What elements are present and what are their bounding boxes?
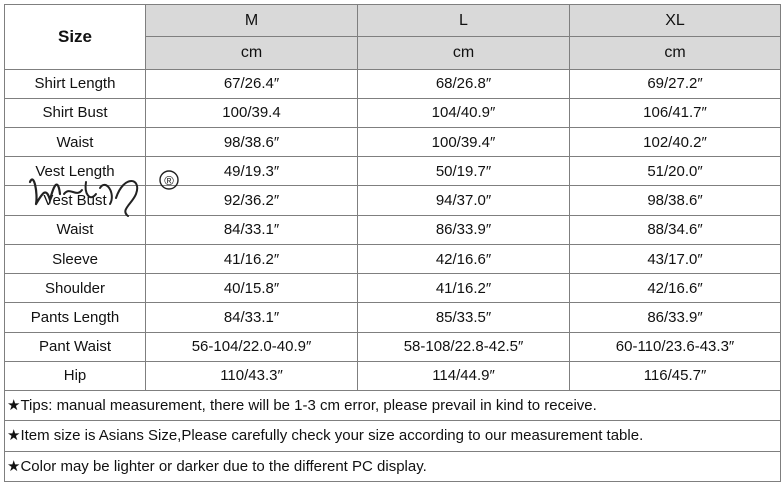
note-row [5,391,781,421]
measurement-value: 50/19.7″ [358,157,570,186]
measurement-value: 42/16.6″ [358,244,570,273]
measurement-value: 86/33.9″ [570,303,781,332]
measurement-value: 116/45.7″ [570,361,781,390]
note-text: ★Item size is Asians Size,Please carefully check your size according to our measurement table. [5,421,781,451]
measurement-value: 100/39.4 [146,98,358,127]
table-row [5,361,781,390]
table-row [5,215,781,244]
measurement-label: Waist [5,128,146,157]
table-row [5,274,781,303]
measurement-label: Waist [5,215,146,244]
measurement-value: 98/38.6″ [146,128,358,157]
measurement-value: 42/16.6″ [570,274,781,303]
measurement-value: 41/16.2″ [146,244,358,273]
measurement-value: 56-104/22.0-40.9″ [146,332,358,361]
size-column-header-xl: XL [570,5,781,37]
note-row [5,421,781,451]
table-row [5,157,781,186]
measurement-value: 58-108/22.8-42.5″ [358,332,570,361]
size-header-label: Size [5,5,146,70]
measurement-value: 60-110/23.6-43.3″ [570,332,781,361]
table-row [5,332,781,361]
measurement-label: Shirt Bust [5,98,146,127]
measurement-label: Hip [5,361,146,390]
measurement-value: 67/26.4″ [146,69,358,98]
size-column-header-m: M [146,5,358,37]
note-text: ★Color may be lighter or darker due to the different PC display. [5,451,781,481]
table-row [5,244,781,273]
unit-header-l: cm [358,37,570,69]
table-row [5,128,781,157]
measurement-value: 49/19.3″ [146,157,358,186]
table-row [5,303,781,332]
table-row [5,98,781,127]
note-text: ★Tips: manual measurement, there will be 1-3 cm error, please prevail in kind to receive. [5,391,781,421]
measurement-label: Pants Length [5,303,146,332]
measurement-label: Vest Bust [5,186,146,215]
table-row [5,69,781,98]
table-row [5,186,781,215]
measurement-value: 100/39.4″ [358,128,570,157]
measurement-value: 114/44.9″ [358,361,570,390]
measurement-value: 41/16.2″ [358,274,570,303]
measurement-value: 88/34.6″ [570,215,781,244]
measurement-label: Sleeve [5,244,146,273]
measurement-value: 68/26.8″ [358,69,570,98]
measurement-value: 40/15.8″ [146,274,358,303]
size-chart-table [4,4,781,482]
measurement-value: 104/40.9″ [358,98,570,127]
unit-header-m: cm [146,37,358,69]
measurement-value: 84/33.1″ [146,215,358,244]
measurement-value: 92/36.2″ [146,186,358,215]
measurement-value: 85/33.5″ [358,303,570,332]
unit-header-xl: cm [570,37,781,69]
measurement-value: 94/37.0″ [358,186,570,215]
measurement-value: 43/17.0″ [570,244,781,273]
size-column-header-l: L [358,5,570,37]
measurement-value: 110/43.3″ [146,361,358,390]
measurement-value: 98/38.6″ [570,186,781,215]
measurement-value: 102/40.2″ [570,128,781,157]
registered-mark: ® [164,173,174,188]
note-row [5,451,781,481]
measurement-value: 51/20.0″ [570,157,781,186]
measurement-label: Shirt Length [5,69,146,98]
measurement-label: Vest Length [5,157,146,186]
measurement-value: 86/33.9″ [358,215,570,244]
measurement-value: 84/33.1″ [146,303,358,332]
measurement-value: 69/27.2″ [570,69,781,98]
measurement-value: 106/41.7″ [570,98,781,127]
measurement-label: Pant Waist [5,332,146,361]
measurement-label: Shoulder [5,274,146,303]
